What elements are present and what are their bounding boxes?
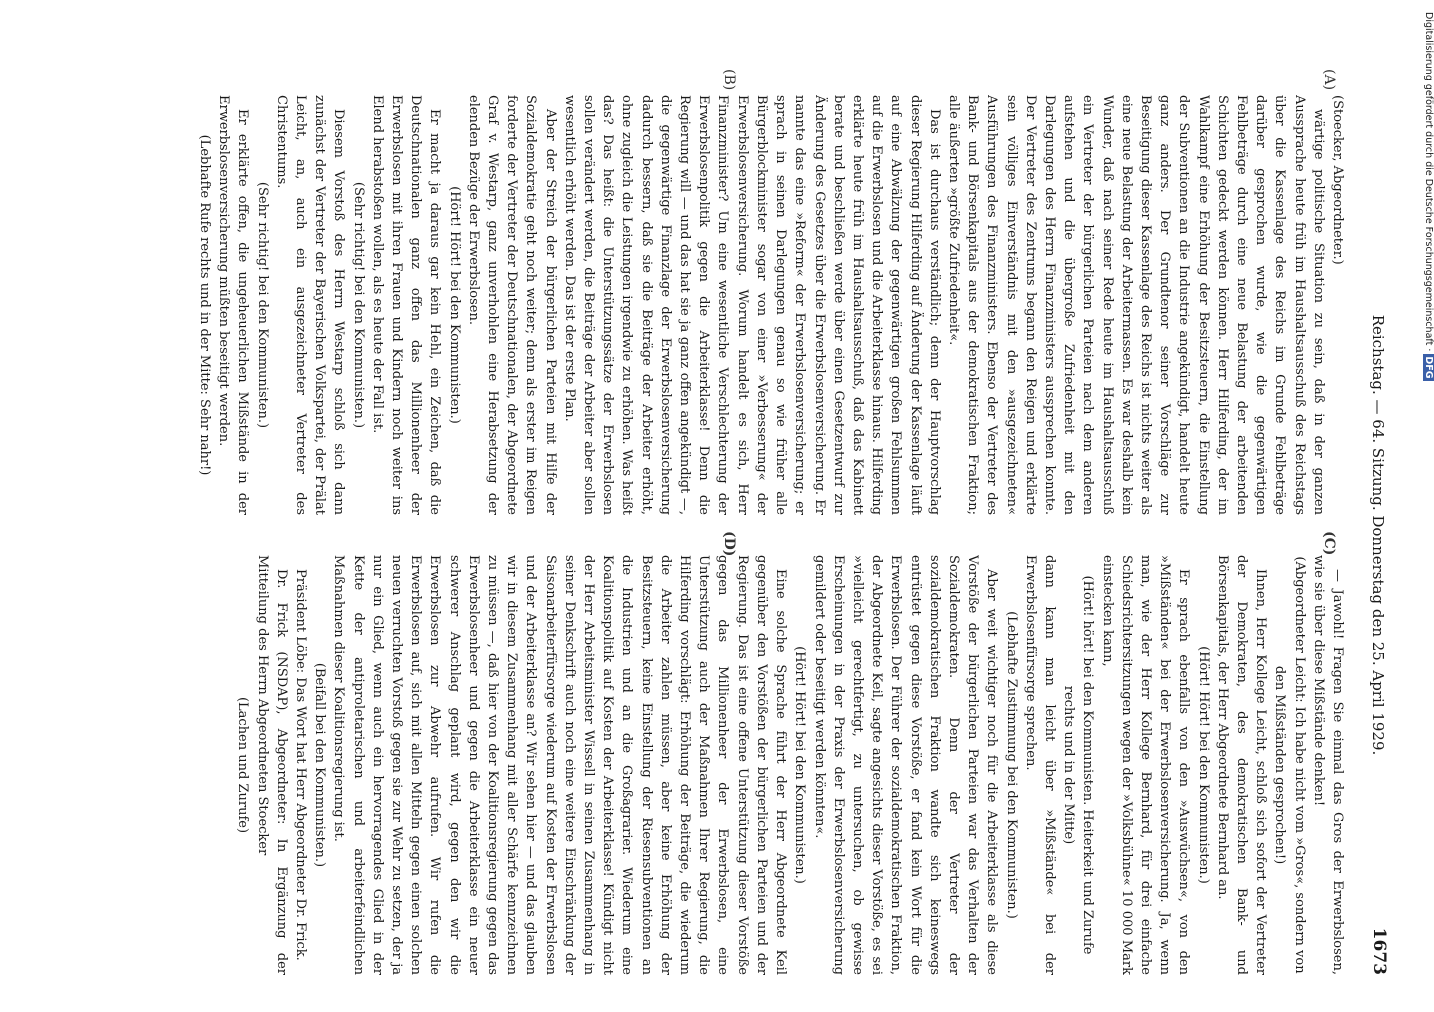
margin-mark-a: (A) [1321, 69, 1337, 91]
page-number: 1673 [1369, 927, 1389, 975]
text-paragraph: Diesem Vorstoß des Herrn Westarp schloß sich dann zunächst der Vertreter der Bayerischen Volkspartei, der Prälat Leicht, an, auch ein ausgezeichneter Vertreter des Christentums. [273, 95, 347, 515]
digitization-credit-text: Digitalisierung gefördert durch die Deutsche Forschungsgemeinschaft [1423, 12, 1434, 346]
text-paragraph: wärtige politische Situation zu sein, daß in der ganzen Aussprache heute früh im Haushaltsausschuß des Reichstags über die Kassenlage des Reichs im Grunde Fehlbeträge darüber gesprochen wurde, wie die gegenwärtigen Fehlbeträge durch eine neue Belastung der arbeitenden Schichten gedeckt werden können. Herr Hilferding, der im Wahlkampf eine Erhöhung der Besitzsteuern, die Einstellung der Subventionen an die Industrie angekündigt, handelt heute ganz anders. Der Grundtenor seiner Vorschläge zur Beseitigung dieser Kassenlage des Reichs ist nichts weiter als eine neue Belastung der Arbeitermassen. Es war deshalb kein Wunder, daß nach seiner Rede heute im Haushaltsausschuß ein Vertreter der bürgerlichen Parteien nach dem anderen aufstehen und die übergroße Zufriedenheit mit den Darlegungen des Herrn Finanzministers aussprechen konnte. Der Vertreter des Zentrums begann den Reigen und erklärte sein völliges Einverständnis mit den »ausgezeichneten« Ausführungen des Finanzministers. Ebenso der Vertreter des Bank- und Börsenkapitals aus der demokratischen Fraktion; alle äußerten »größte Zufriedenheit«. [945, 95, 1326, 515]
digitization-credit-strip: Digitalisierung gefördert durch die Deutsche Forschungsgemeinschaft · DFG [1423, 12, 1434, 379]
text-paragraph: — Jawohl! Fragen Sie einmal das Gros der Erwerbslosen, wie sie über diese Mißstände denken! [1310, 555, 1345, 975]
interjection-paragraph: (Sehr richtig! bei den Kommunisten.) [350, 181, 366, 429]
text-paragraph: Aber der Streich der bürgerlichen Parteien mit Hilfe der Sozialdemokratie geht noch weiter; denn als erster im Reigen forderte der Vertreter der Deutschnationalen, der Abgeordnete Graf v. Westarp, ganz unverhohlen eine Herabsetzung der elenden Bezüge der Erwerbslosen. [465, 95, 558, 515]
dfg-logo: DFG [1423, 356, 1434, 379]
text-paragraph: Das ist durchaus verständlich; denn der Hauptvorschlag dieser Regierung Hilferding auf Änderung der Kassenlage läuft auf eine Abwälzung der gegenwärtigen großen Fehlsummen auf die Erwerbslosen und die Arbeiterklasse hinaus. Hilferding erklärte heute früh im Haushaltsausschuß, daß das Kabinett berate und beschließen werde über einen Gesetzentwurf zur Änderung des Gesetzes über die Erwerbslosenversicherung. Er nannte das eine »Reform« der Erwerbslosenversicherung; er sprach in seinen Darlegungen genau so wie früher alle Bürgerblockminister sogar von einer »Verbesserung« der Erwerbslosenversicherung. Worum handelt es sich, Herr Finanzminister? Um eine wesentliche Verschlechterung der Erwerbslosenpolitik gegen die Arbeiterklasse! Denn die Regierung will — und das hat sie ja ganz offen angekündigt —, die gegenwärtige Finanzlage der Erwerbslosenversicherung dadurch bessern, daß sie die Beiträge der Arbeiter erhöht, ohne zugleich die Leistungen irgendwie zu erhöhen. Was heißt das? Das heißt: die Unterstützungssätze der Erwerbslosen sollen verändert werden, die Beiträge der Arbeiter aber sollen wesentlich erhöht werden. Das ist der erste Plan. [561, 95, 942, 515]
text-paragraph: Er sprach ebenfalls von den »Auswüchsen«, von den »Mißständen« bei der Erwerbslosenversicherung. Ja, wenn man, wie der Herr Kollege Bernhard, für drei einfache Schiedsrichtersitzungen wegen der »Volksbühne« 10 000 Mark einstecken kann, [1099, 555, 1192, 975]
margin-mark-c: (C) [1321, 531, 1337, 556]
text-paragraph: Präsident Löbe: Das Wort hat Herr Abgeordneter Dr. Frick. [293, 569, 309, 961]
text-paragraph: Er erklärte offen, die ungeheuerlichen Mißstände in der Erwerbslosenversicherung müßten beseitigt werden. [216, 95, 251, 515]
rotated-document-page [67, 69, 1397, 975]
margin-mark-b: (B) [721, 69, 737, 91]
interjection-paragraph: (Sehr richtig! bei den Kommunisten.) [254, 181, 270, 429]
interjection-paragraph: (Hört! Hört! bei den Kommunisten.) [1195, 646, 1211, 884]
interjection-paragraph: (Hört! Hört! bei den Kommunisten.) [792, 646, 808, 884]
interjection-paragraph: (Lebhafte Rufe rechts und in der Mitte: Sehr nahr!) [197, 134, 213, 476]
text-paragraph: Eine solche Sprache führt der Herr Abgeordnete Keil gegenüber den Vorstößen der bürgerlichen Parteien und der Regierung. Das ist eine offene Unterstützung dieser Vorstöße gegen das Millionenheer der Erwerbslosen, eine Unterstützung auch der Maßnahmen Ihrer Regierung, die Hilferding vorschlägt: Erhöhung der Beiträge, die wiederum die Arbeiter zahlen müssen, aber keine Erhöhung der Besitzsteuern, keine Einstellung der Riesensubventionen an die Industrien und an die Großagrarier. Wiederum eine Koalitionspolitik auf Kosten der Arbeiterklasse! Kündigt nicht der Herr Arbeitsminister Wissell in seinen Zusammenhang in seiner Denkschrift auch noch eine weitere Einschränkung der Saisonarbeiterfürsorge wiederum auf Kosten der Erwerbslosen und der Arbeiterklasse an? Wir sehen hier — und das glauben wir in diesem Zusammenhang mit aller Schärfe kennzeichnen zu müssen —, daß hier von der Koalitionsregierung gegen das Erwerbslosenheer und gegen die Arbeiterklasse ein neuer schwerer Anschlag geplant wird, gegen den wir die Erwerbslosen zur Abwehr aufrufen. Wir rufen die Erwerbslosen auf, sich mit allen Mitteln gegen einen solchen neuen verruchten Vorstoß gegen sie zur Wehr zu setzen, der ja nur ein Glied, wenn auch ein hervorragendes Glied in der Kette der antiproletarischen und arbeiterfeindlichen Maßnahmen dieser Koalitionsregierung ist. [331, 555, 789, 975]
interjection-paragraph: (Hört! hört! bei den Kommunisten. Heiterkeit und Zurufe rechts und in der Mitte) [1061, 575, 1096, 955]
margin-mark-d: (D) [721, 531, 737, 557]
page-header [1357, 95, 1397, 975]
text-column-right [77, 555, 1347, 975]
text-paragraph: Er macht ja daraus gar kein Hehl, ein Zeichen, daß die Deutschnationalen ganz offen das Millionenheer der Erwerbslosen mit ihren Frauen und Kindern noch weiter ins Elend herabstoßen wollen, als es heute der Fall ist. [369, 95, 443, 515]
text-paragraph: dann kann man leicht über »Mißstände« bei der Erwerbslosenfürsorge sprechen. [1022, 555, 1057, 975]
text-column-left [77, 95, 1347, 515]
text-paragraph: Dr. Frick (NSDAP), Abgeordneter: In Ergänzung der Mitteilung des Herrn Abgeordneten Stoecker [254, 555, 289, 975]
interjection-paragraph: (Lachen und Zurufe) [235, 696, 251, 834]
interjection-paragraph: (Hört! Hört! bei den Kommunisten.) [446, 186, 462, 424]
interjection-paragraph: (Lebhafte Zustimmung bei den Kommunisten.) [1003, 611, 1019, 919]
text-paragraph: Ihnen, Herr Kollege Leicht, schloß sich sofort der Vertreter der Demokraten, des demokratischen Bank- und Börsenkapitals, der Herr Abgeordnete Bernhard an. [1214, 555, 1269, 975]
text-paragraph: (Stoecker, Abgeordneter.) [1330, 95, 1345, 265]
page-header-title: Reichstag. — 64. Sitzung. Donnerstag den 25. April 1929. [1369, 314, 1387, 756]
interjection-paragraph: (Abgeordneter Leicht: Ich habe nicht vom »Gros«, sondern von den Mißständen gesprochen!) [1272, 556, 1307, 974]
text-paragraph: Aber weit wichtiger noch für die Arbeiterklasse als diese Vorstöße der bürgerlichen Parteien war das Verhalten der Sozialdemokraten. Denn der Vertreter der sozialdemokratischen Fraktion wandte sich keineswegs entrüstet gegen diese Vorstöße, er fand kein Wort für die Erwerbslosen. Der Führer der sozialdemokratischen Fraktion, der Abgeordnete Keil, sagte angesichts dieser Vorstöße, es sei »vielleicht gerechtfertigt, zu untersuchen, ob gewisse Erscheinungen in der Praxis der Erwerbslosenversicherung gemildert oder beseitigt werden könnten«. [811, 555, 1000, 975]
interjection-paragraph: (Beifall bei den Kommunisten.) [312, 662, 328, 868]
